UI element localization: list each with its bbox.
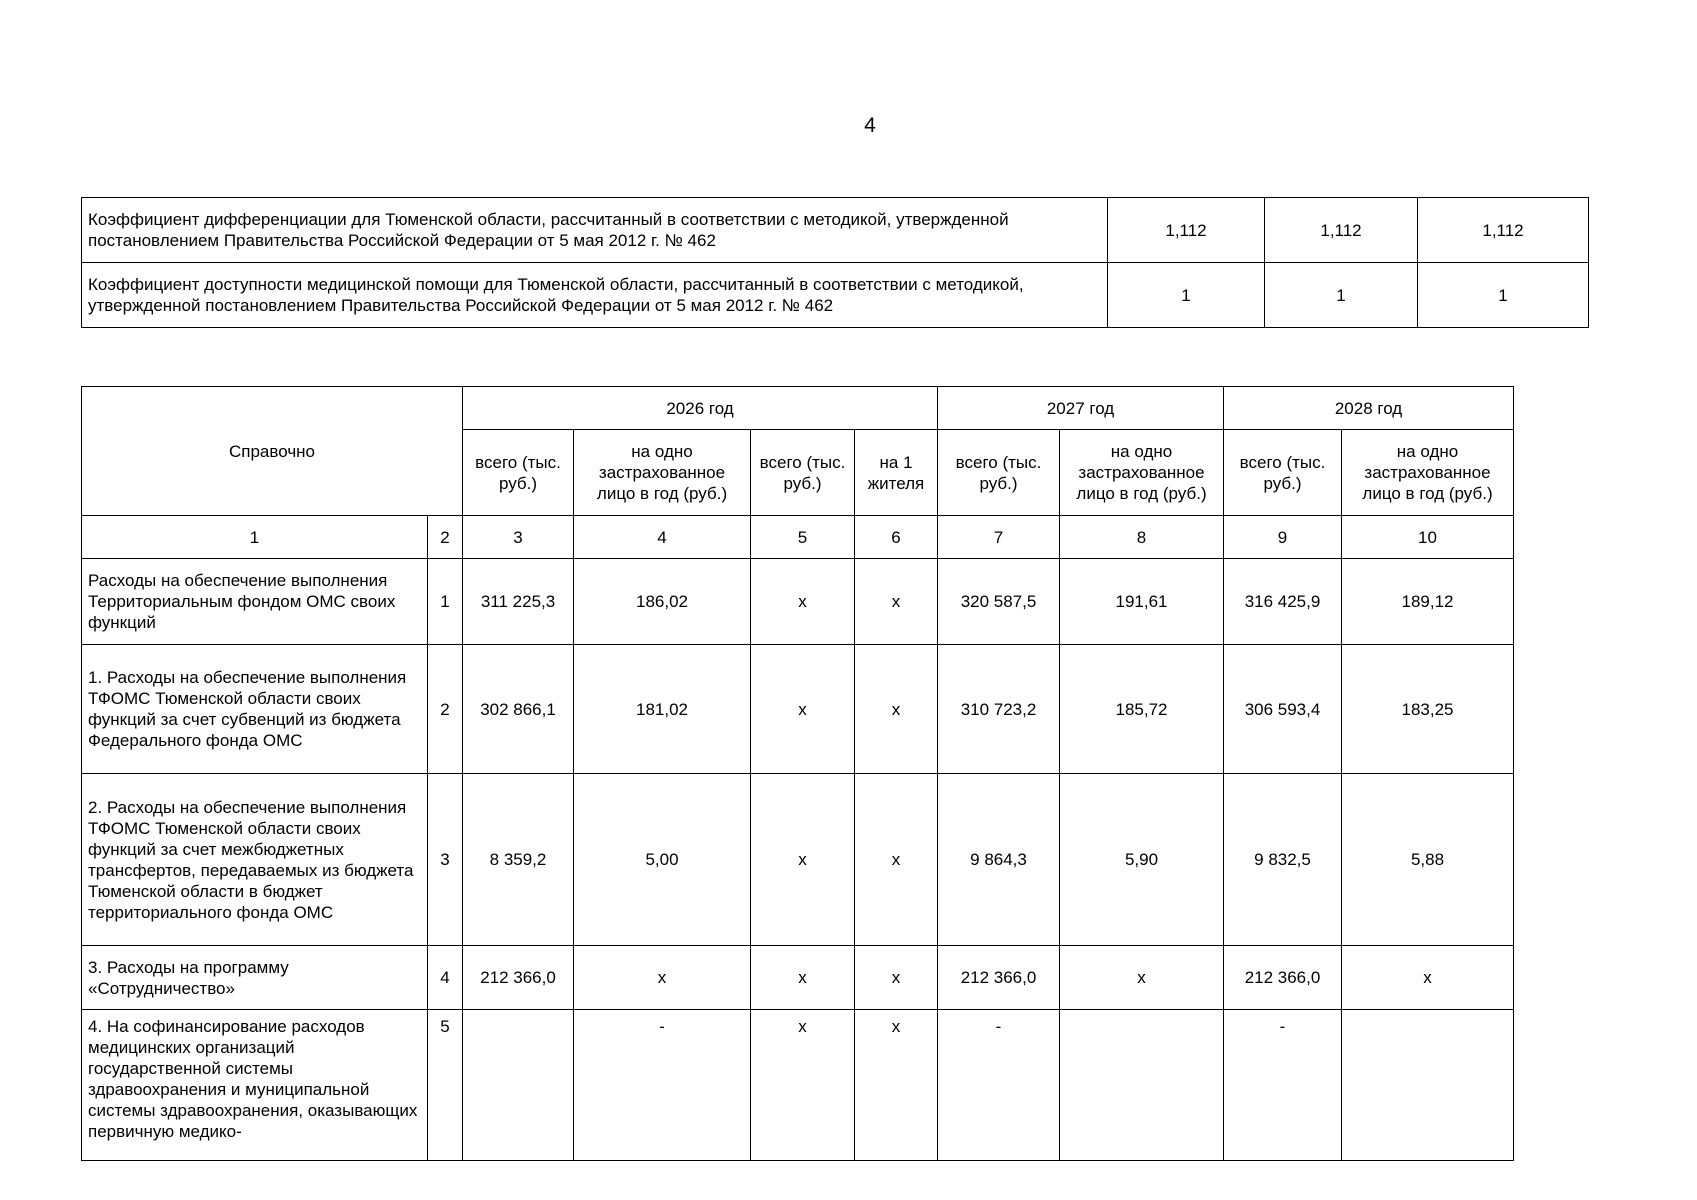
cell-value: -	[1224, 1010, 1342, 1161]
cell-value: 5,00	[574, 774, 751, 946]
coefficient-value: 1,112	[1265, 198, 1418, 263]
coefficient-value: 1	[1265, 263, 1418, 328]
cell-value: 212 366,0	[938, 946, 1060, 1010]
cell-value	[463, 1010, 574, 1161]
column-number: 3	[463, 516, 574, 559]
row-code: 2	[428, 645, 463, 774]
cell-value: -	[574, 1010, 751, 1161]
row-label: Расходы на обеспечение выполнения Территориальным фондом ОМС своих функций	[82, 559, 428, 645]
column-header: всего (тыс. руб.)	[938, 430, 1060, 516]
column-number: 7	[938, 516, 1060, 559]
table-row	[82, 198, 1589, 263]
cell-value: х	[751, 1010, 855, 1161]
row-label: 1. Расходы на обеспечение выполнения ТФОМС Тюменской области своих функций за счет субвенций из бюджета Федерального фонда ОМС	[82, 645, 428, 774]
cell-value: х	[574, 946, 751, 1010]
cell-value: 310 723,2	[938, 645, 1060, 774]
cell-value: х	[855, 1010, 938, 1161]
coefficient-value: 1	[1418, 263, 1589, 328]
cell-value: х	[751, 946, 855, 1010]
column-header: на одно застрахованное лицо в год (руб.)	[1060, 430, 1224, 516]
column-number: 1	[82, 516, 428, 559]
cell-value: 9 832,5	[1224, 774, 1342, 946]
coefficient-table	[81, 197, 1589, 328]
cell-value: х	[1342, 946, 1514, 1010]
reference-title: Справочно	[82, 387, 463, 516]
table-row	[82, 774, 1514, 946]
cell-value: 5,90	[1060, 774, 1224, 946]
column-header: всего (тыс. руб.)	[463, 430, 574, 516]
cell-value: 189,12	[1342, 559, 1514, 645]
cell-value: х	[751, 645, 855, 774]
cell-value: х	[751, 559, 855, 645]
row-code: 1	[428, 559, 463, 645]
row-code: 5	[428, 1010, 463, 1161]
row-code: 4	[428, 946, 463, 1010]
column-number: 6	[855, 516, 938, 559]
cell-value: х	[855, 645, 938, 774]
column-number: 5	[751, 516, 855, 559]
cell-value: 191,61	[1060, 559, 1224, 645]
table-row	[82, 645, 1514, 774]
cell-value: х	[1060, 946, 1224, 1010]
column-header: на одно застрахованное лицо в год (руб.)	[574, 430, 751, 516]
cell-value: х	[855, 559, 938, 645]
cell-value	[1342, 1010, 1514, 1161]
cell-value: 302 866,1	[463, 645, 574, 774]
column-number: 8	[1060, 516, 1224, 559]
coefficient-value: 1	[1108, 263, 1265, 328]
column-header: на 1 жителя	[855, 430, 938, 516]
table-row	[82, 263, 1589, 328]
column-number: 10	[1342, 516, 1514, 559]
cell-value: 212 366,0	[1224, 946, 1342, 1010]
cell-value: 8 359,2	[463, 774, 574, 946]
cell-value: 183,25	[1342, 645, 1514, 774]
year-header: 2027 год	[938, 387, 1224, 430]
row-label: 3. Расходы на программу «Сотрудничество»	[82, 946, 428, 1010]
row-label: 4. На софинансирование расходов медицинских организаций государственной системы здравоохранения и муниципальной системы здравоохранения, оказывающих первичную медико-	[82, 1010, 428, 1161]
cell-value: 316 425,9	[1224, 559, 1342, 645]
coefficient-value: 1,112	[1418, 198, 1589, 263]
reference-table	[81, 386, 1514, 1161]
cell-value: х	[855, 946, 938, 1010]
column-header: на одно застрахованное лицо в год (руб.)	[1342, 430, 1514, 516]
year-header: 2026 год	[463, 387, 938, 430]
coefficient-value: 1,112	[1108, 198, 1265, 263]
year-header: 2028 год	[1224, 387, 1514, 430]
column-number: 2	[428, 516, 463, 559]
cell-value: 186,02	[574, 559, 751, 645]
row-label: 2. Расходы на обеспечение выполнения ТФОМС Тюменской области своих функций за счет межбюджетных трансфертов, передаваемых из бюджета Тюменской области в бюджет территориального фонда ОМС	[82, 774, 428, 946]
cell-value: х	[855, 774, 938, 946]
cell-value: 5,88	[1342, 774, 1514, 946]
column-number: 9	[1224, 516, 1342, 559]
cell-value: 185,72	[1060, 645, 1224, 774]
cell-value: 311 225,3	[463, 559, 574, 645]
coefficient-label: Коэффициент доступности медицинской помощи для Тюменской области, рассчитанный в соответствии с методикой, утвержденной постановлением Правительства Российской Федерации от 5 мая 2012 г. № 462	[82, 263, 1108, 328]
coefficient-label: Коэффициент дифференциации для Тюменской области, рассчитанный в соответствии с методикой, утвержденной постановлением Правительства Российской Федерации от 5 мая 2012 г. № 462	[82, 198, 1108, 263]
cell-value: 181,02	[574, 645, 751, 774]
column-header: всего (тыс. руб.)	[751, 430, 855, 516]
cell-value: 212 366,0	[463, 946, 574, 1010]
cell-value: 320 587,5	[938, 559, 1060, 645]
column-header: всего (тыс. руб.)	[1224, 430, 1342, 516]
table-row	[82, 559, 1514, 645]
cell-value: -	[938, 1010, 1060, 1161]
row-code: 3	[428, 774, 463, 946]
page-number: 4	[864, 114, 876, 137]
header-row-years	[82, 387, 1514, 430]
column-number: 4	[574, 516, 751, 559]
table-row	[82, 946, 1514, 1010]
cell-value: 9 864,3	[938, 774, 1060, 946]
cell-value	[1060, 1010, 1224, 1161]
cell-value: х	[751, 774, 855, 946]
column-number-row	[82, 516, 1514, 559]
table-row	[82, 1010, 1514, 1161]
cell-value: 306 593,4	[1224, 645, 1342, 774]
